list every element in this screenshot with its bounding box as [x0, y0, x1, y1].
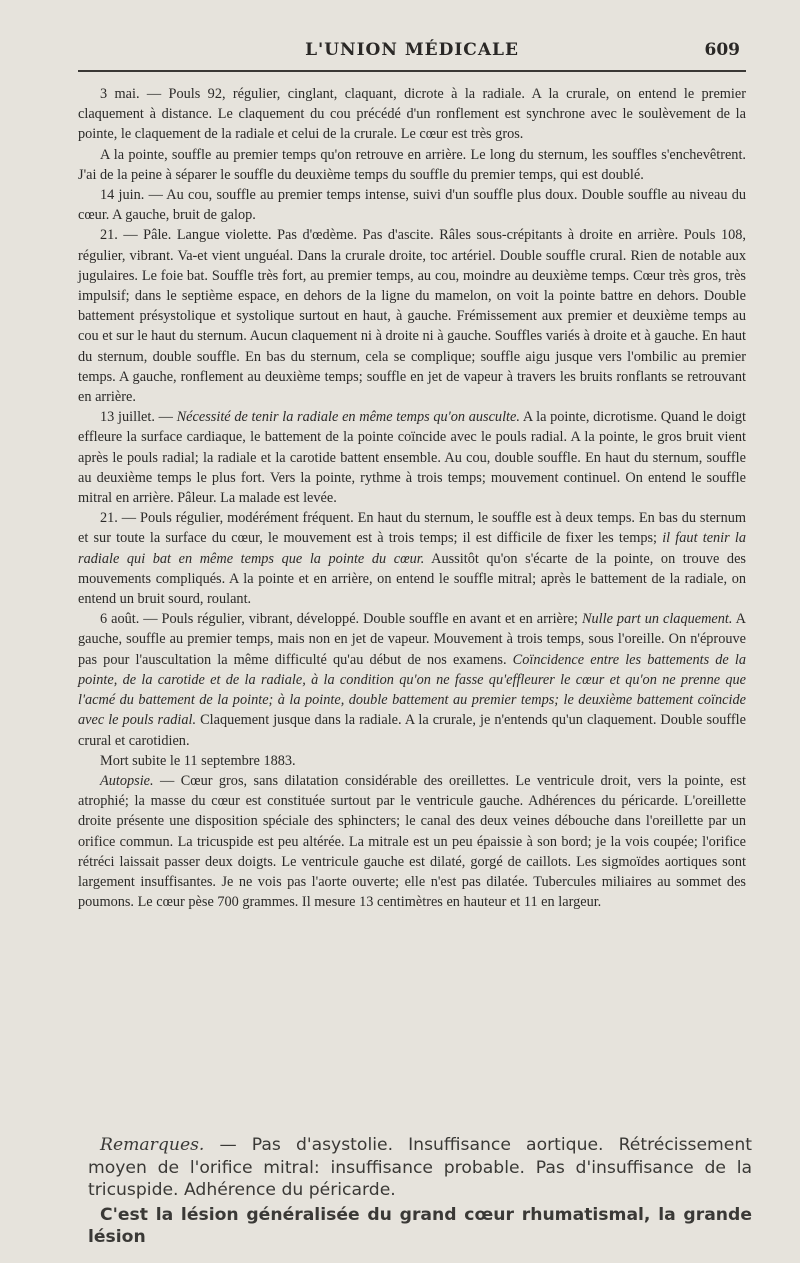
remarks-label: Remarques.: [100, 1135, 205, 1155]
text-segment: 13 juillet. —: [100, 409, 177, 426]
paragraph-6-aout: [78, 609, 746, 750]
text-segment: 21. — Pouls régulier, modérément fréquent. En haut du sternum, le souffle est à deux temps. En bas du sternum et sur toute la surface du cœur, le mouvement est à trois temps; il est difficile de fixer les temps;: [78, 510, 746, 547]
page-number: 609: [704, 40, 740, 60]
paragraph-21-juillet: [78, 508, 746, 609]
paragraph-13-juillet: [78, 407, 746, 508]
remarks-text: — Pas d'asystolie. Insuffisance aortique. Rétrécissement moyen de l'orifice mitral: insuffisance probable. Pas d'insuffisance de la tricuspide. Adhérence du péricarde.: [88, 1135, 752, 1200]
remarks-conclusion: C'est la lésion généralisée du grand cœur rhumatismal, la grande lésion: [88, 1204, 752, 1247]
header-rule: [78, 70, 746, 72]
journal-title: L'UNION MÉDICALE: [305, 40, 519, 60]
paragraph-pointe: A la pointe, souffle au premier temps qu'on retrouve en arrière. Le long du sternum, les souffles s'enchevêtrent. J'ai de la peine à séparer le souffle du deuxième temps du souffle du premier temps, qui est doublé.: [78, 146, 746, 183]
paragraph-3-mai: 3 mai. — Pouls 92, régulier, cinglant, claquant, dicrote à la radiale. A la crurale, on entend le premier claquement à distance. Le claquement du cou précédé d'un ronflement est synchrone avec le soulèvement de la pointe, le claquement de la radiale et celui de la crurale. Le cœur est très gros.: [78, 86, 746, 143]
italic-segment: Coïncidence entre les battements de la pointe, de la carotide et de la radiale, à la condition qu'on ne fasse qu'effleurer le cœur et qu'on ne prenne que l'acmé du battement de la pointe; à la pointe, double battement au premier temps; le deuxième battement coïncide avec le pouls radial.: [78, 651, 746, 729]
paragraph-21: 21. — Pâle. Langue violette. Pas d'œdème. Pas d'ascite. Râles sous-crépitants à droite en arrière. Pouls 108, régulier, vibrant. Va-et vient unguéal. Dans la crurale droite, toc artériel. Double souffle crural. Rien de notable aux jugulaires. Le foie bat. Souffle très fort, au premier temps, au cou, moindre au deuxième temps. Cœur très gros, très impulsif; dans le septième espace, en dehors de la ligne du mamelon, on voit la pointe battre en dehors. Double battement présystolique et systolique surtout en haut, à gauche. Frémissement aux premier et deuxième temps au cou et sur le haut du sternum. Aucun claquement ni à droite ni à gauche. Souffles variés à droite et à gauche. En haut du sternum, double souffle. En bas du sternum, cela se complique; souffle aigu jusque vers l'ombilic au premier temps. A gauche, ronflement au deuxième temps; souffle en jet de vapeur à travers les bruits ronflants se retrouvant en arrière.: [78, 227, 746, 406]
article-body: [78, 84, 746, 912]
remarks-paragraph: [88, 1134, 752, 1249]
paragraph-autopsie: [78, 771, 746, 912]
running-header: [78, 40, 746, 66]
text-segment: A la pointe, dicrotisme. Quand le doigt effleure la surface cardiaque, le battement de la pointe coïncide avec le pouls radial. A la pointe, le gros bruit vient après le pouls radial; la radiale et la carotide battent ensemble. Au cou, double souffle. En haut du sternum, souffle au deuxième temps le plus fort. Vers la pointe, rythme à trois temps; mouvement continuel. On entend le souffle mitral en arrière. Pâleur. La malade est levée.: [78, 409, 746, 507]
italic-segment: il faut tenir la radiale qui bat en même temps que la pointe du cœur.: [78, 530, 747, 567]
text-segment: Aussitôt qu'on s'écarte de la pointe, on trouve des mouvements compliqués. A la pointe et en arrière, on entend le souffle mitral; après le battement de la radiale, on entend un bruit sourd, roulant.: [78, 550, 746, 608]
text-segment: — Cœur gros, sans dilatation considérable des oreillettes. Le ventricule droit, vers la pointe, est atrophié; la masse du cœur est constituée surtout par le ventricule gauche. Adhérences du péricarde. L'oreillette droite présente une disposition spéciale des sphincters; le canal des deux veines débouche dans l'oreillette par un orifice commun. La tricuspide est peu altérée. La mitrale est un peu épaissie à son bord; je la vois coupée; l'orifice rétréci laissait passer deux doigts. Le ventricule gauche est dilaté, gorgé de caillots. Les sigmoïdes aortiques sont largement insuffisantes. Je ne vois pas l'aorte ouverte; elle n'est pas dilatée. Tubercules miliaires au sommet des poumons. Le cœur pèse 700 grammes. Il mesure 13 centimètres en hauteur et 11 en largeur.: [78, 772, 746, 911]
italic-segment: Autopsie.: [100, 772, 154, 789]
text-segment: Claquement jusque dans la radiale. A la crurale, je n'entends qu'un claquement. Double souffle crural et carotidien.: [78, 712, 746, 749]
text-segment: A gauche, souffle au premier temps, mais non en jet de vapeur. Mouvement à trois temps, sous l'oreille. On n'éprouve pas pour l'auscultation la même difficulté qu'au début de nos examens.: [78, 611, 746, 668]
paragraph-mort-subite: Mort subite le 11 septembre 1883.: [100, 752, 296, 769]
remarks-section: [88, 1134, 752, 1249]
italic-segment: Nécessité de tenir la radiale en même temps qu'on ausculte.: [176, 409, 520, 426]
text-segment: 6 août. — Pouls régulier, vibrant, développé. Double souffle en avant et en arrière;: [100, 611, 582, 628]
paragraph-14-juin: 14 juin. — Au cou, souffle au premier temps intense, suivi d'un souffle plus doux. Double souffle au niveau du cœur. A gauche, bruit de galop.: [78, 187, 746, 224]
italic-segment: Nulle part un claquement.: [581, 611, 733, 628]
